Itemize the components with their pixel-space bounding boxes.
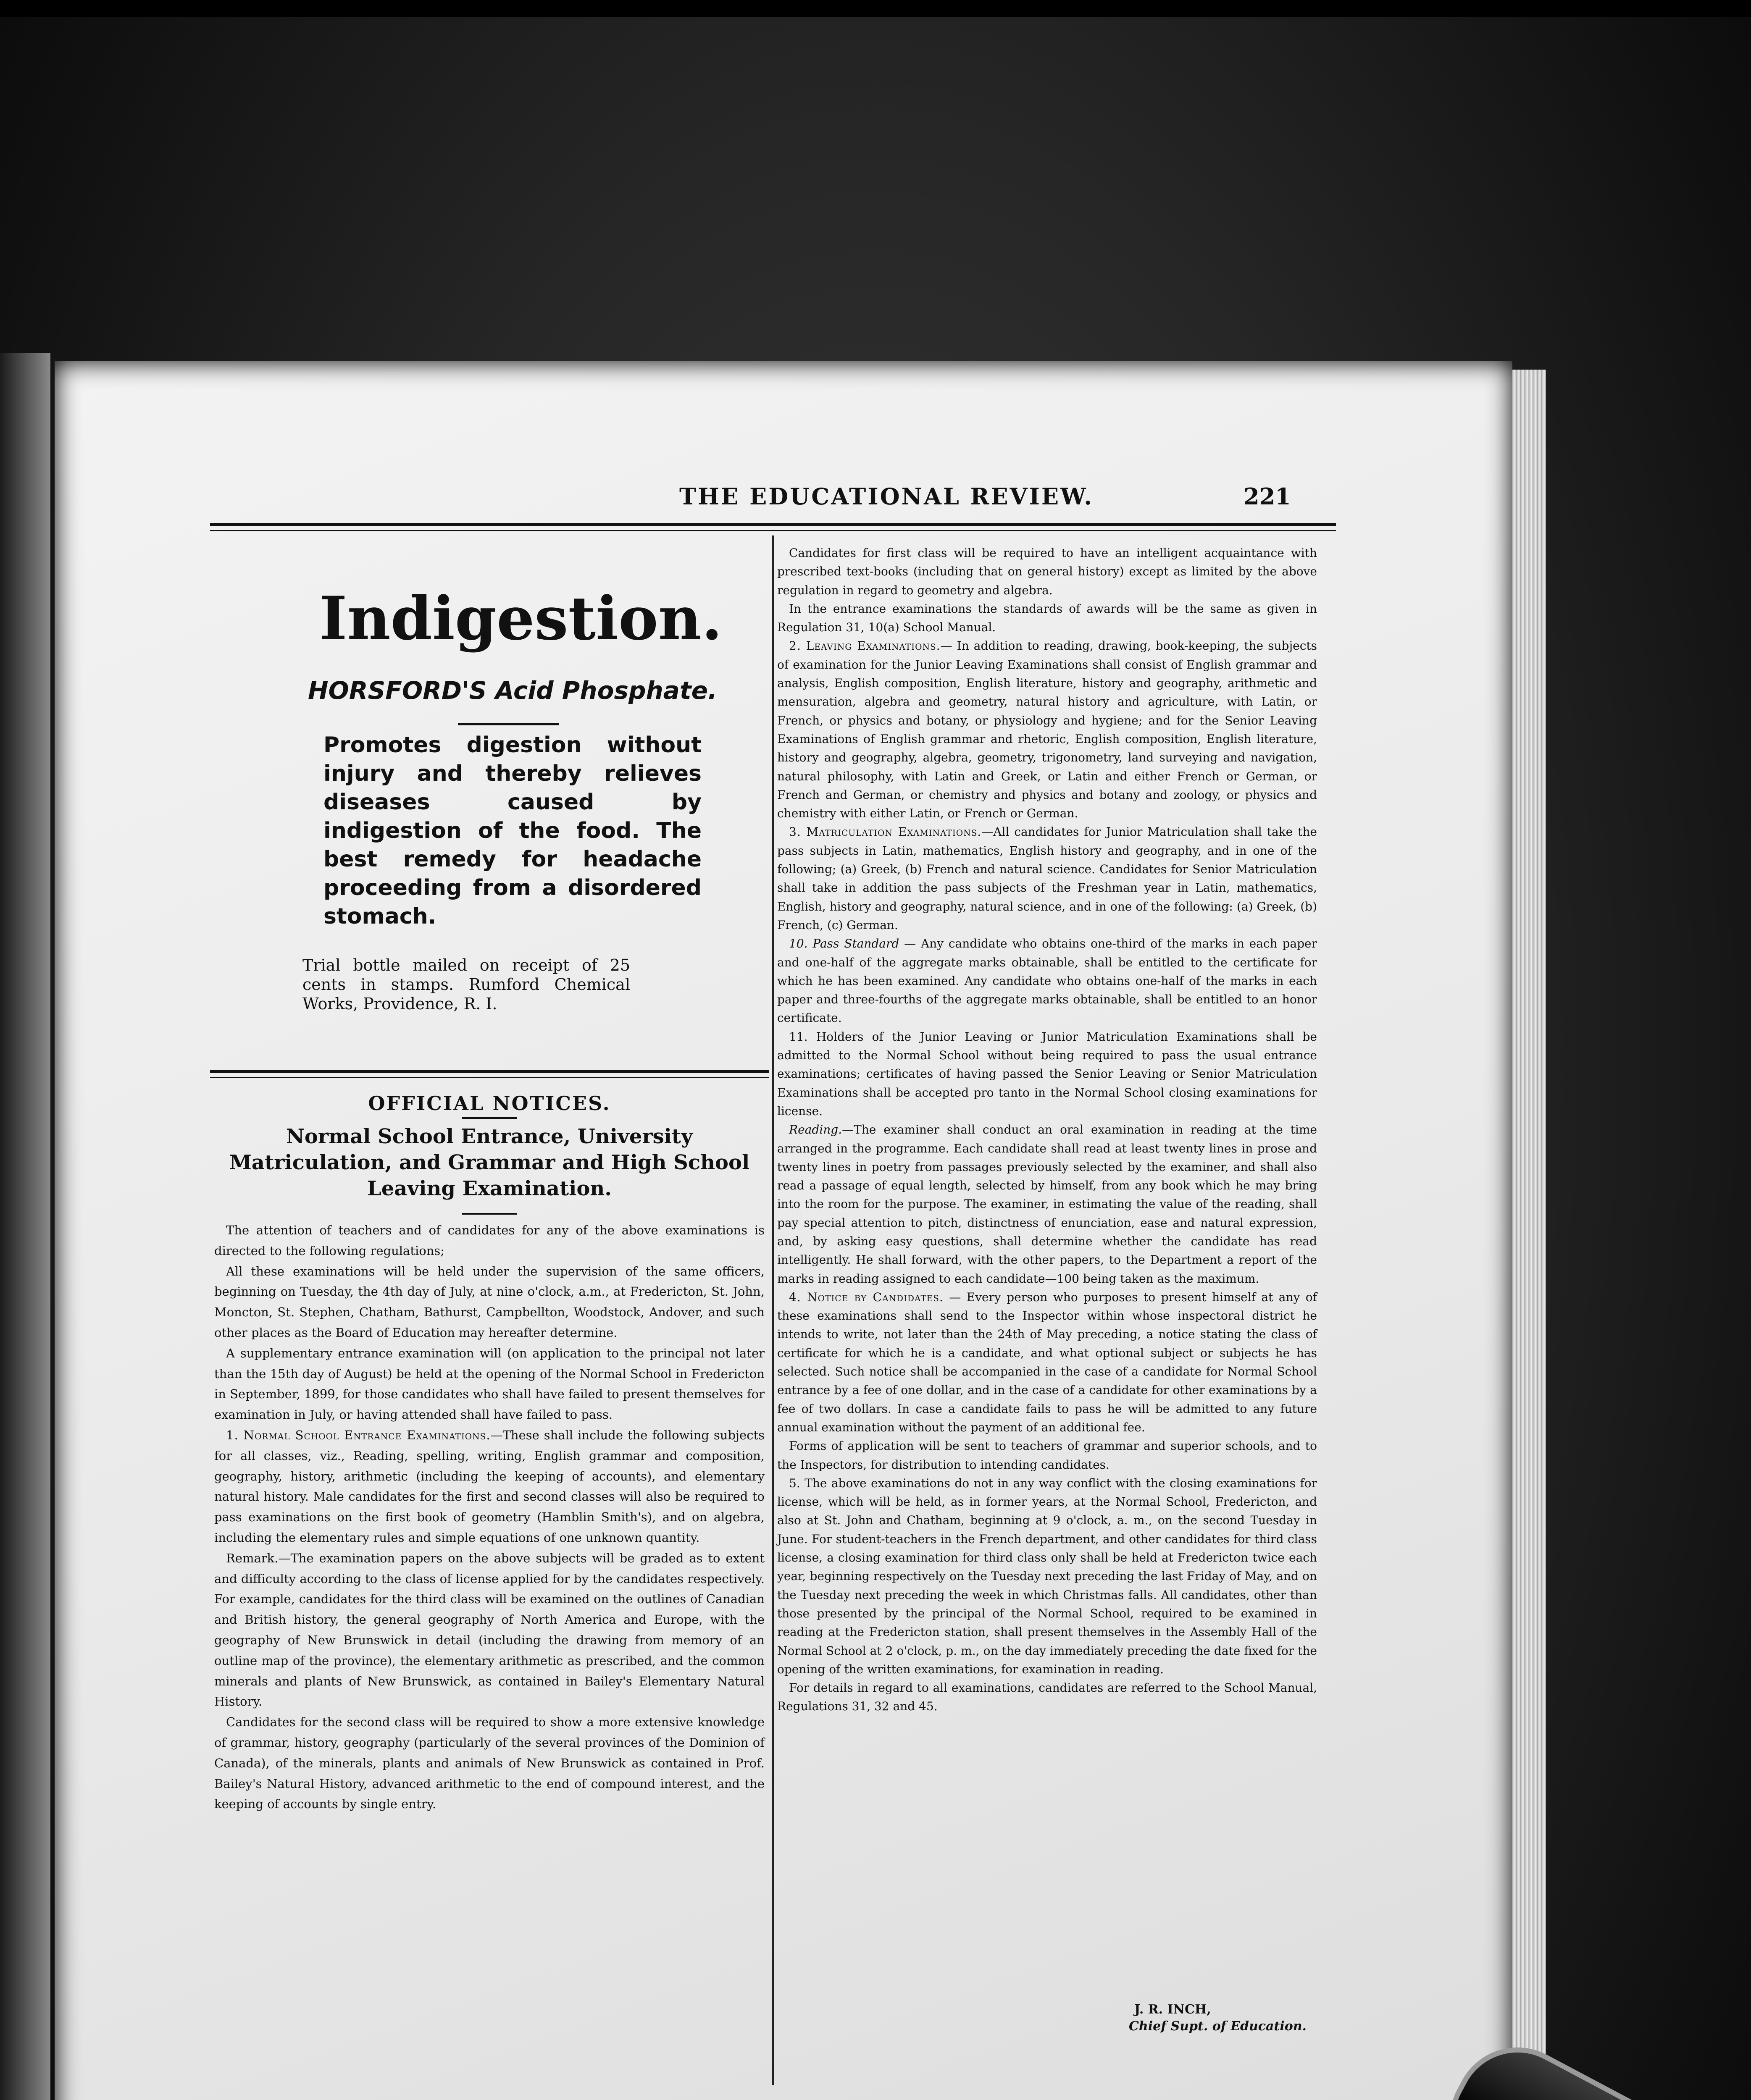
left-column (214, 1220, 765, 1814)
paragraph: The attention of teachers and of candidates for any of the above examinations is directed to the following regulations; (214, 1223, 765, 1258)
paragraph: A supplementary entrance examination will (on application to the principal not later than the 15th day of August) be held at the opening of the Normal School in Fredericton in September, 1899, for those candidates who shall have failed to present themselves for examination in July, or having attended shall have failed to pass. (214, 1346, 765, 1422)
signature-name: J. R. INCH, (1134, 2002, 1211, 2017)
running-head: THE EDUCATIONAL REVIEW. (679, 483, 1094, 510)
paragraph: 3. Matriculation Examinations.—All candidates for Junior Matriculation shall take the pass subjects in Latin, mathematics, English history and geography, and in one of the following; (a) Greek, (b) French and natural science. Candidates for Senior Matriculation shall take in addition the pass subjects of the Freshman year in Latin, mathematics, English, history and geography, natural science, and in one of the following: (a) Greek, (b) French, (c) German. (777, 825, 1317, 932)
paragraph: 4. Notice by Candidates. — Every person who purposes to present himself at any of these examinations shall send to the Inspector within whose inspectoral district he intends to write, not later than the 24th of May preceding, a notice stating the class of certificate for which he is a candidate, and what optional subject or subjects he has selected. Such notice shall be accompanied in the case of a candidate for Normal School entrance by a fee of one dollar, and in the case of a candidate for other examinations by a fee of two dollars. In case a candidate fails to pass he will be admitted to any future annual examination without the payment of an additional fee. (777, 1290, 1317, 1434)
column-divider (772, 536, 774, 2085)
notices-rule (210, 1070, 769, 1073)
paragraph: Forms of application will be sent to teachers of grammar and superior schools, and to the Inspectors, for distribution to intending candidates. (777, 1439, 1317, 1472)
right-column (777, 544, 1317, 1716)
ad-trial-offer: Trial bottle mailed on receipt of 25 cents in stamps. Rumford Chemical Works, Providence, R. I. (302, 956, 630, 1013)
notices-subheading: Normal School Entrance, University Matriculation, and Grammar and High School Leaving Examination. (229, 1125, 750, 1200)
paragraph: 1. Normal School Entrance Examinations.—These shall include the following subjects for all classes, viz., Reading, spelling, writing, English grammar and composition, geography, history, arithmetic (including the keeping of accounts), and elementary natural history. Male candidates for the first and second classes will also be required to pass examinations on the first book of geometry (Hamblin Smith's), and on algebra, including the elementary rules and simple equations of one unknown quantity. (214, 1428, 765, 1545)
notices-subheading-rule (462, 1213, 517, 1215)
header-rule (210, 523, 1336, 526)
paragraph: Reading.—The examiner shall conduct an oral examination in reading at the time arranged in the programme. Each candidate shall read at least twenty lines in prose and twenty lines in poetry from passages previously selected by the examiner, and shall also read a passage of equal length, selected by himself, from any book which he may bring into the room for the purpose. The examiner, in estimating the value of the reading, shall pay special attention to pitch, distinctness of enunciation, ease and natural expression, and, by asking easy questions, shall determine whether the candidate has read intelligently. He shall forward, with the other papers, to the Department a report of the marks in reading assigned to each candidate—100 being taken as the maximum. (777, 1123, 1317, 1286)
paragraph-lead: 3. Matriculation Examinations. (789, 825, 982, 839)
paragraph: 10. Pass Standard — Any candidate who obtains one-third of the marks in each paper and one-half of the aggregate marks obtainable, shall be entitled to the certificate for which he has been examined. Any candidate who obtains one-half of the marks in each paper and three-fourths of the aggregate marks obtainable, shall be entitled to an honor certificate. (777, 937, 1317, 1025)
notices-small-rule (462, 1117, 517, 1119)
paragraph: 2. Leaving Examinations.— In addition to reading, drawing, book-keeping, the subjects of examination for the Junior Leaving Examinations shall consist of English grammar and analysis, English composition, English literature, history and geography, arithmetic and mensuration, algebra and geometry, natural history and agriculture, with Latin, or French, or physics and botany, or physiology and hygiene; and for the Senior Leaving Examinations of English grammar and rhetoric, English composition, English literature, history and geography, algebra, geometry, trigonometry, land surveying and navigation, natural philosophy, with Latin and Greek, or Latin and either French or German, or French and German, or chemistry and physics and botany and zoology, or physics and chemistry with either Latin, or French or German. (777, 639, 1317, 821)
header-rule-thin (210, 530, 1336, 531)
signature-title: Chief Supt. of Education. (1129, 2019, 1307, 2034)
paragraph: Candidates for first class will be required to have an intelligent acquaintance with prescribed text-books (including that on general history) except as limited by the above regulation in regard to geometry and algebra. (777, 546, 1317, 597)
ad-title: Indigestion. (319, 584, 723, 654)
paragraph-lead: 2. Leaving Examinations. (789, 639, 941, 653)
paragraph: For details in regard to all examinations, candidates are referred to the School Manual, Regulations 31, 32 and 45. (777, 1681, 1317, 1714)
notices-rule-thin (210, 1077, 769, 1078)
signature-block (1071, 2001, 1307, 2035)
paragraph-lead: 4. Notice by Candidates. (789, 1290, 944, 1304)
page-number: 221 (1244, 483, 1291, 510)
page-stack-edge (1512, 370, 1546, 2100)
ad-body: Promotes digestion without injury and thereby relieves diseases caused by indigestion of the food. The best remedy for headache proceeding from a disordered stomach. (323, 732, 702, 929)
facing-page-edge (0, 353, 50, 2100)
paragraph: Remark.—The examination papers on the above subjects will be graded as to extent and difficulty according to the class of license applied for by the candidates respectively. For example, candidates for the third class will be examined on the outlines of Canadian and British history, the general geography of North America and Europe, with the geography of New Brunswick in detail (including the drawing from memory of an outline map of the province), the elementary arithmetic as prescribed, and the common minerals and plants of New Brunswick, as contained in Bailey's Elementary Natural History. (214, 1551, 765, 1709)
scan-top-border (0, 0, 1751, 17)
ad-rule (458, 723, 559, 725)
paragraph: In the entrance examinations the standards of awards will be the same as given in Regulation 31, 10(a) School Manual. (777, 601, 1317, 635)
notices-heading: OFFICIAL NOTICES. (368, 1092, 611, 1115)
paragraph: All these examinations will be held under the supervision of the same officers, beginning on Tuesday, the 4th day of July, at nine o'clock, a.m., at Fredericton, St. John, Moncton, St. Stephen, Chatham, Bathurst, Campbellton, Woodstock, Andover, and such other places as the Board of Education may hereafter determine. (214, 1264, 765, 1340)
paragraph: Candidates for the second class will be required to show a more extensive knowledge of grammar, history, geography (particularly of the several provinces of the Dominion of Canada), of the minerals, plants and animals of New Brunswick as contained in Prof. Bailey's Natural History, advanced arithmetic to the end of compound interest, and the keeping of accounts by single entry. (214, 1715, 765, 1811)
paragraph: 11. Holders of the Junior Leaving or Junior Matriculation Examinations shall be admitted to the Normal School without being required to pass the usual entrance examinations; certificates of having passed the Senior Leaving or Senior Matriculation Examinations shall be accepted pro tanto in the Normal School closing examinations for license. (777, 1029, 1317, 1118)
paragraph: 5. The above examinations do not in any way conflict with the closing examinations for license, which will be held, as in former years, at the Normal School, Fredericton, and also at St. John and Chatham, beginning at 9 o'clock, a. m., on the second Tuesday in June. For student-teachers in the French department, and other candidates for third class license, a closing examination for third class only shall be held at Fredericton twice each year, beginning respectively on the Tuesday next preceding the last Friday of May, and on the Tuesday next preceding the week in which Christmas falls. All candidates, other than those presented by the principal of the Normal School, required to be examined in reading at the Fredericton station, shall present themselves in the Assembly Hall of the Normal School at 2 o'clock, p. m., on the day immediately preceding the date fixed for the opening of the written examinations, for examination in reading. (777, 1476, 1317, 1676)
paragraph-lead: Reading. (789, 1123, 842, 1137)
paragraph-lead: 10. Pass Standard (789, 937, 899, 951)
paragraph-lead: 1. Normal School Entrance Examinations. (226, 1428, 491, 1442)
ad-subtitle: HORSFORD'S Acid Phosphate. (308, 676, 718, 705)
